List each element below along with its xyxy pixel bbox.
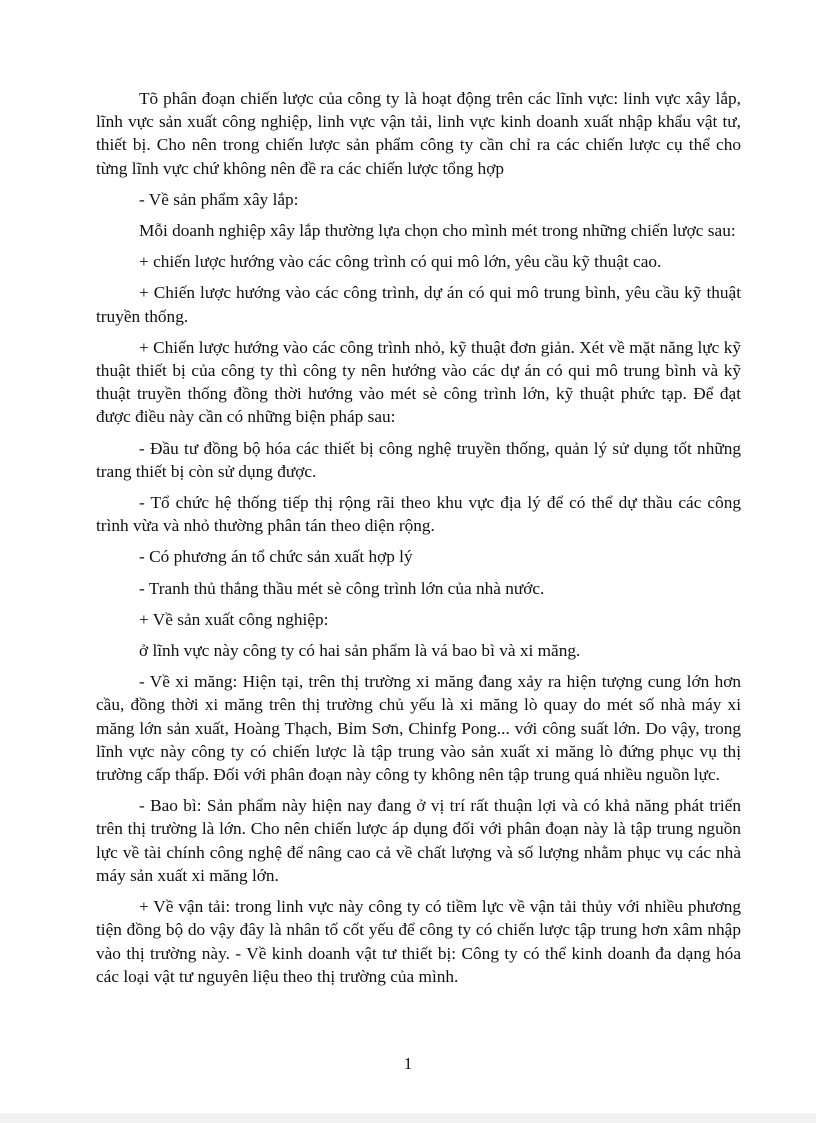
paragraph-strategy-medium: + Chiến lược hướng vào các công trình, dự án có qui mô trung bình, yêu cầu kỹ thuật truyền thống. xyxy=(96,283,741,326)
paragraph-measure-invest: - Đầu tư đồng bộ hóa các thiết bị công nghệ truyền thống, quản lý sử dụng tốt những trang thiết bị còn sử dụng được. xyxy=(96,438,741,481)
paragraph-measure-marketing: - Tổ chức hệ thống tiếp thị rộng rãi theo khu vực địa lý để có thể dự thầu các công trình vừa và nhỏ thường phân tán theo diện rộng. xyxy=(96,493,741,536)
paragraph-packaging: - Bao bì: Sản phẩm này hiện nay đang ở vị trí rất thuận lợi và có khả năng phát triển trên thị trường là lớn. Cho nên chiến lược áp dụng đối với phân đoạn này là tập trung nguồn lực về tài chính công nghệ để nâng cao cả về chất lượng và số lượng nhằm phục vụ các nhà máy sản xuất xi măng lớn. xyxy=(96,796,741,885)
paragraph-industry-products: ở lĩnh vực này công ty có hai sản phẩm là vá bao bì và xi măng. xyxy=(139,641,581,661)
paragraph-measure-production: - Có phương án tổ chức sản xuất hợp lý xyxy=(139,547,413,567)
paragraph-measure-bidding: - Tranh thủ thắng thầu mét sè công trình lớn của nhà nước. xyxy=(139,578,545,598)
document-body xyxy=(96,87,741,996)
paragraph-intro: Tõ phân đoạn chiến lược của công ty là hoạt động trên các lĩnh vực: linh vực xây lắp, lĩnh vực sản xuất công nghiệp, linh vực vận tải, linh vực kinh doanh xuất nhập khẩu vật tư, thiết bị. Cho nên trong chiến lược sản phẩm công ty cần chỉ ra các chiến lược cụ thể cho từng lĩnh vực chứ không nên đề ra các chiến lược tổng hợp xyxy=(96,89,741,178)
paragraph-transport: + Về vận tải: trong linh vực này công ty có tiềm lực về vận tải thủy với nhiều phương tiện đồng bộ do vậy đây là nhân tố cốt yếu để công ty có chiến lược tập trung hơn xâm nhập vào thị trường này. - Về kinh doanh vật tư thiết bị: Công ty có thể kinh doanh đa dạng hóa các loại vật tư nguyên liệu theo thị trường của mình. xyxy=(96,897,741,986)
paragraph-construction-intro: Mỗi doanh nghiệp xây lắp thường lựa chọn cho mình mét trong những chiến lược sau: xyxy=(139,221,736,241)
paragraph-industry-heading: + Về sản xuất công nghiệp: xyxy=(139,609,329,629)
page-number: 1 xyxy=(403,1054,413,1073)
paragraph-strategy-large: + chiến lược hướng vào các công trình có qui mô lớn, yêu cầu kỹ thuật cao. xyxy=(139,252,662,272)
paragraph-strategy-small: + Chiến lược hướng vào các công trình nhỏ, kỹ thuật đơn giản. Xét về mặt năng lực kỹ thuật thiết bị của công ty thì công ty nên hướng vào các dự án có qui mô trung bình và kỹ thuật truyền thống đồng thời hướng vào mét sè công trình lớn, kỹ thuật phức tạp. Để đạt được điều này cần có những biện pháp sau: xyxy=(96,337,741,427)
page-bottom-band xyxy=(0,1113,816,1123)
paragraph-cement: - Về xi măng: Hiện tại, trên thị trường xi măng đang xảy ra hiện tượng cung lớn hơn cầu, đồng thời xi măng trên thị trường chủ yếu là xi măng lò quay do mét số nhà máy xi măng lớn sản xuất, Hoàng Thạch, Bỉm Sơn, Chinfg Pong... với công suất lớn. Do vậy, trong lĩnh vực này công ty có chiến lược là tập trung vào sản xuất xi măng lò đứng phục vụ thị trường cấp thấp. Đối với phân đoạn này công ty không nên tập trung quá nhiều nguồn lực. xyxy=(96,672,741,785)
paragraph-construction-heading: - Về sản phẩm xây lắp: xyxy=(139,189,299,209)
